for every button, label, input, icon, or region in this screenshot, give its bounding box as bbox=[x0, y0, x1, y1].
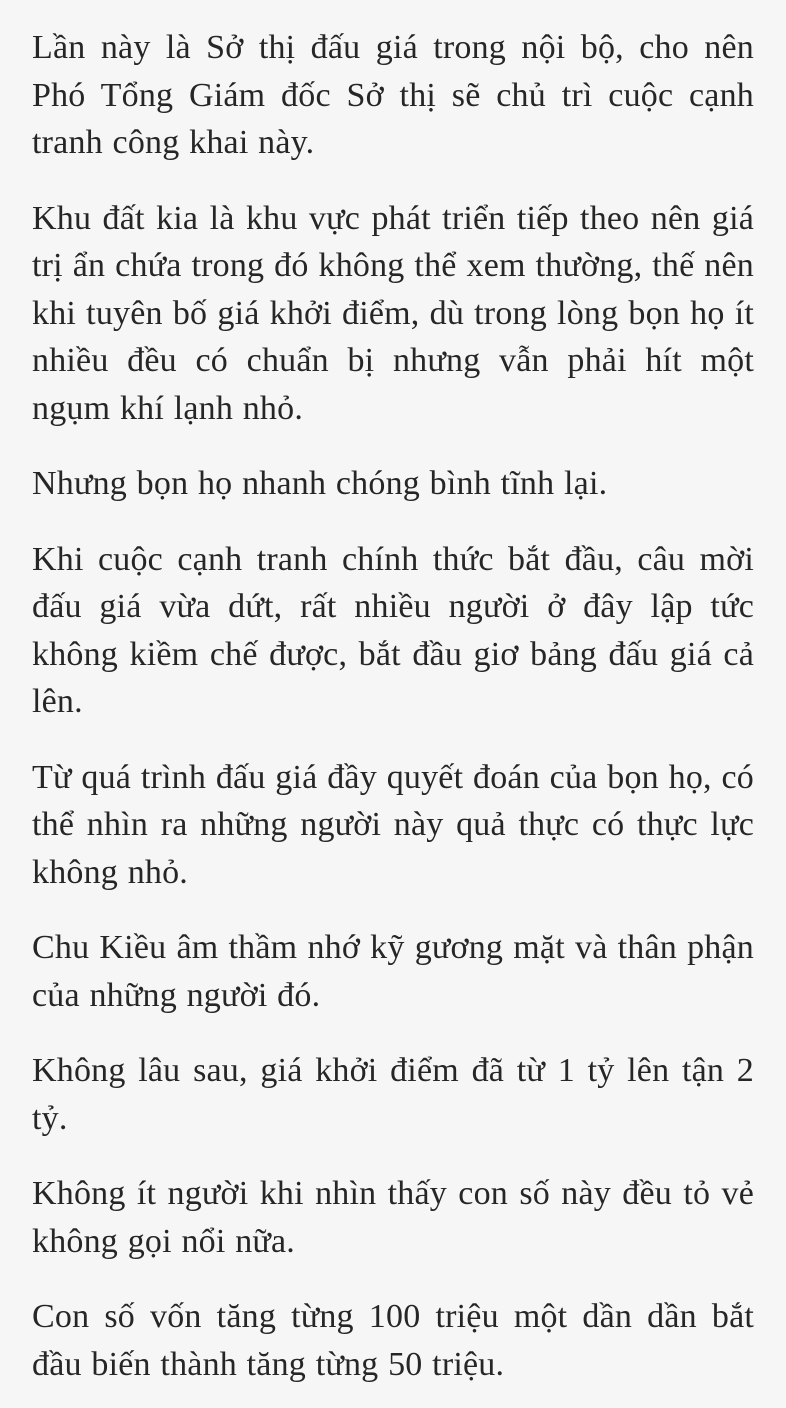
paragraph: Từ quá trình đấu giá đầy quyết đoán của bọn họ, có thể nhìn ra những người này quả thực có thực lực không nhỏ. bbox=[32, 758, 754, 891]
paragraph: Con số vốn tăng từng 100 triệu một dần dần bắt đầu biến thành tăng từng 50 triệu. bbox=[32, 1298, 754, 1383]
paragraph: Khu đất kia là khu vực phát triển tiếp theo nên giá trị ẩn chứa trong đó không thể xem thường, thế nên khi tuyên bố giá khởi điểm, dù trong lòng bọn họ ít nhiều đều có chuẩn bị nhưng vẫn phải hít một ngụm khí lạnh nhỏ. bbox=[32, 199, 754, 427]
paragraph: Lần này là Sở thị đấu giá trong nội bộ, cho nên Phó Tổng Giám đốc Sở thị sẽ chủ trì cuộc cạnh tranh công khai này. bbox=[32, 29, 754, 161]
paragraph: Nhưng bọn họ nhanh chóng bình tĩnh lại. bbox=[32, 465, 608, 502]
paragraph: Chu Kiều âm thầm nhớ kỹ gương mặt và thân phận của những người đó. bbox=[32, 929, 754, 1014]
paragraph: Không ít người khi nhìn thấy con số này đều tỏ vẻ không gọi nổi nữa. bbox=[32, 1175, 754, 1260]
paragraph: Không lâu sau, giá khởi điểm đã từ 1 tỷ lên tận 2 tỷ. bbox=[32, 1052, 754, 1137]
paragraph: Khi cuộc cạnh tranh chính thức bắt đầu, câu mời đấu giá vừa dứt, rất nhiều người ở đây lập tức không kiềm chế được, bắt đầu giơ bảng đấu giá cả lên. bbox=[32, 540, 754, 720]
